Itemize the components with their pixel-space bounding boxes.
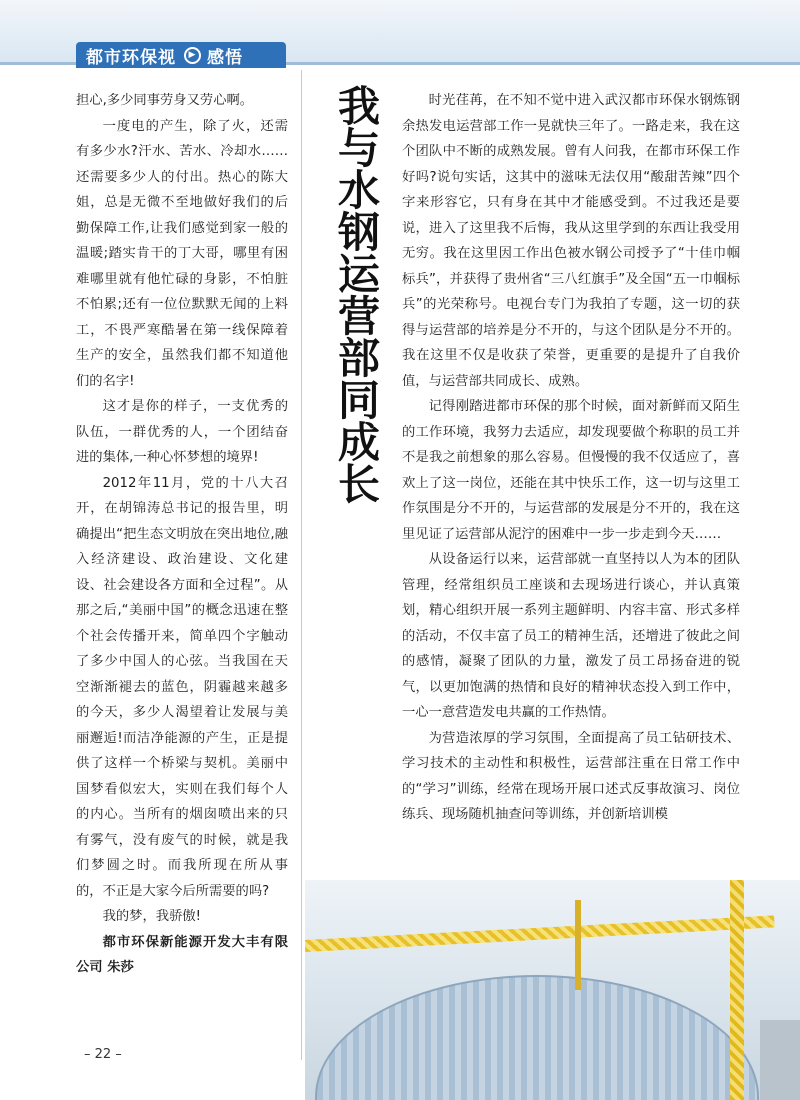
right-paragraph: 记得刚踏进都市环保的那个时候，面对新鲜而又陌生的工作环境，我努力去适应，却发现要做个称职的员工并不是我之前想象的那么容易。但慢慢的我不仅适应了，喜欢上了这一岗位，还能在其中快乐工作，这一切与这里工作氛围是分不开的，与运营部的发展是分不开的，我在这里见证了运营部从泥泞的困难中一步一步走到今天…… bbox=[402, 399, 740, 542]
section-banner bbox=[76, 42, 286, 68]
crane-mast bbox=[730, 880, 744, 1100]
left-paragraph: 2012年11月，党的十八大召开，在胡锦涛总书记的报告里，明确提出“把生态文明放在突出地位,融入经济建设、政治建设、文化建设、社会建设各方面和全过程”。从那之后,“美丽中国”的概念迅速在整个社会传播开来，简单四个字触动了多少中国人的心弦。当我国在天空渐渐褪去的蓝色，阴霾越来越多的今天，多少人渴望着让发展与美丽邂逅!而洁净能源的产生，正是提供了这样一个桥梁与契机。美丽中国梦看似宏大，实则在我们每个人的内心。当所有的烟囱喷出来的只有雾气，没有废气的时候，就是我们梦圆之时。而我所现在所从事的，不正是大家今后所需要的吗? bbox=[76, 475, 288, 899]
left-column bbox=[76, 88, 288, 981]
author-signature: 都市环保新能源开发大丰有限公司 朱莎 bbox=[76, 934, 288, 975]
left-paragraph: 这才是你的样子，一支优秀的队伍，一群优秀的人，一个团结奋进的集体,一种心怀梦想的境界! bbox=[76, 399, 288, 465]
column-divider bbox=[301, 70, 302, 1060]
right-column bbox=[402, 88, 740, 828]
magazine-name: 都市环保视 bbox=[86, 47, 176, 68]
right-paragraph: 从设备运行以来，运营部就一直坚持以人为本的团队管理，经常组织员工座谈和去现场进行谈心，并认真策划，精心组织开展一系列主题鲜明、内容丰富、形式多样的活动，不仅丰富了员工的精神生活，还增进了彼此之间的感情，凝聚了团队的力量，激发了员工昂扬奋进的锐气，以更加饱满的热情和良好的精神状态投入到工作中，一心一意营造发电共赢的工作热情。 bbox=[402, 552, 740, 720]
left-paragraph: 我的梦，我骄傲! bbox=[102, 909, 202, 924]
right-paragraph: 时光荏苒，在不知不觉中进入武汉都市环保水钢炼钢余热发电运营部工作一晃就快三年了。一路走来，我在这个团队中不断的成熟发展。曾有人问我，在都市环保工作好吗?说句实话，这其中的滋味无法仅用“酸甜苦辣”四个字来形容它，只有身在其中才能感受到。不过我还是要说，进入了这里我不后悔，我从这里学到的东西让我受用无穷。我在这里因工作出色被水钢公司授予了“十佳巾帼标兵”，并获得了贵州省“三八红旗手”及全国“五一巾帼标兵”的光荣称号。电视台专门为我拍了专题，这一切的获得与运营部的培养是分不开的，与这个团队是分不开的。我在这里不仅是收获了荣誉，更重要的是提升了自我价值，与运营部共同成长、成熟。 bbox=[402, 93, 740, 389]
page-number: – 22 – bbox=[84, 1047, 122, 1062]
crane-mast-secondary bbox=[575, 900, 581, 990]
crane-jib bbox=[305, 915, 775, 952]
background-building bbox=[760, 1020, 800, 1100]
left-paragraph: 担心,多少同事劳身又劳心啊。 bbox=[76, 93, 254, 108]
left-paragraph: 一度电的产生，除了火，还需有多少水?汗水、苦水、冷却水……还需要多少人的付出。热心的陈大姐，总是无微不至地做好我们的后勤保障工作,让我们感觉到家一般的温暖;踏实肯干的丁大哥，哪里有困难哪里就有他忙碌的身影，不怕脏不怕累;还有一位位默默无闻的上料工，不畏严寒酷暑在第一线保障着生产的安全，虽然我们都不知道他们的名字! bbox=[76, 118, 288, 389]
right-paragraph: 为营造浓厚的学习氛围，全面提高了员工钻研技术、学习技术的主动性和积极性，运营部注重在日常工作中的“学习”训练，经常在现场开展口述式反事故演习、岗位练兵、现场随机抽查问等训练，并创新培训模 bbox=[402, 730, 740, 822]
section-name: 感悟 bbox=[207, 47, 243, 68]
industrial-site-photo bbox=[305, 880, 800, 1100]
dome-roof-structure bbox=[315, 975, 759, 1100]
article-title: 我与水钢运营部同成长 bbox=[332, 84, 381, 504]
play-icon: ▶ bbox=[184, 47, 201, 64]
